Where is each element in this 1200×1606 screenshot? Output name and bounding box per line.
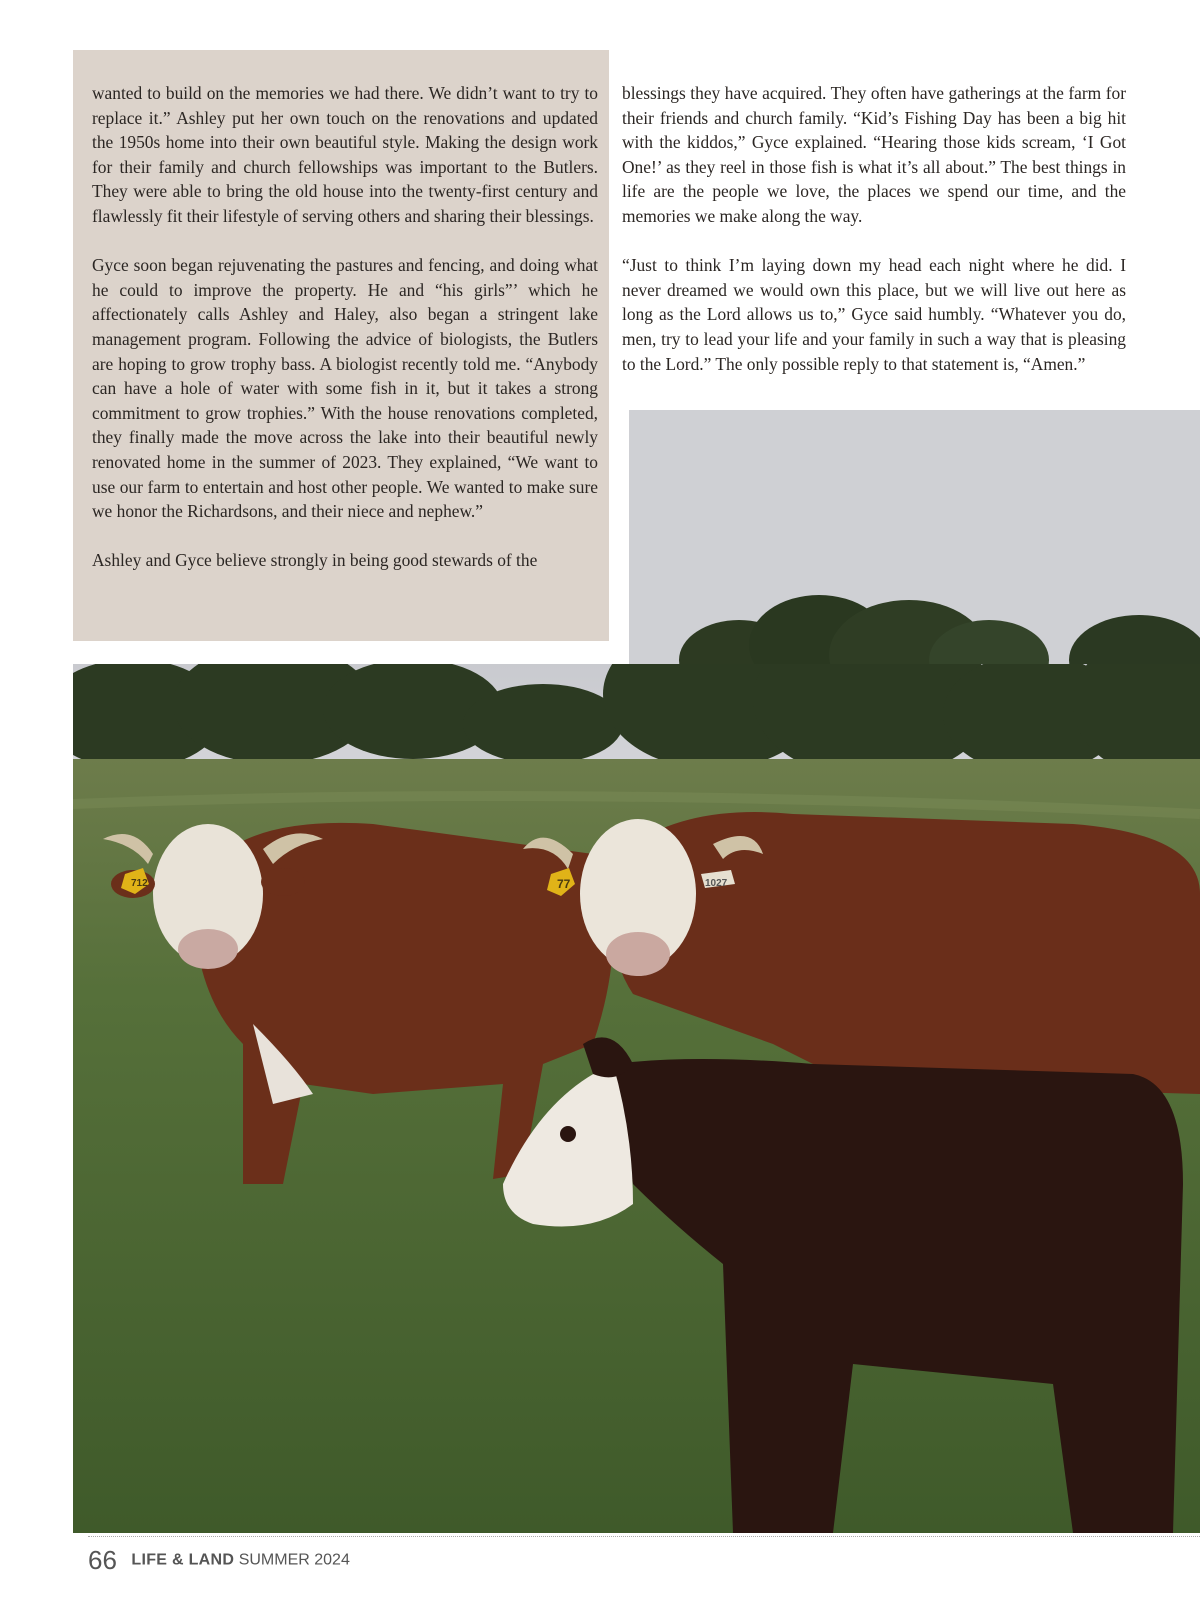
article-left-column xyxy=(92,81,598,597)
issue-label: SUMMER 2024 xyxy=(238,1551,350,1569)
photo-top-segment xyxy=(629,410,1200,672)
right-paragraph-2: “Just to think I’m laying down my head each night where he did. I never dreamed we would own this place, but we will live out here as long as the Lord allows us to,” Gyce said humbly. “Whatever you do, men, try to lead your life and your family in such a way that is pleasing to the Lord.” The only possible reply to that statement is, “Amen.” xyxy=(622,255,1126,374)
ear-tag-white-label: 1027 xyxy=(705,878,728,889)
right-paragraph-1: blessings they have acquired. They often have gatherings at the farm for their friends and church family. “Kid’s Fishing Day has been a big hit with the kiddos,” Gyce explained. “Hearing those kids scream, ‘I Got One!’ as they reel in those fish is what it’s all about.” The best things in life are the people we love, the places we spend our time, and the memories we make along the way. xyxy=(622,83,1126,226)
left-paragraph-3: Ashley and Gyce believe strongly in being good stewards of the xyxy=(92,550,538,571)
left-paragraph-1: wanted to build on the memories we had there. We didn’t want to try to replace it.” Ashley put her own touch on the renovations and updated the 1950s home into their own beautiful style. Making the design work for their family and church fellowships was important to the Butlers. They were able to bring the old house into the twenty-first century and flawlessly fit their lifestyle of serving others and sharing their blessings. xyxy=(92,83,598,226)
article-right-column xyxy=(622,81,1126,401)
page-footer xyxy=(88,1545,350,1576)
magazine-name: LIFE & LAND xyxy=(131,1551,235,1569)
ear-tag-left-label: 712 xyxy=(131,878,148,889)
ear-tag-right-label: 77 xyxy=(557,877,571,891)
page-number: 66 xyxy=(88,1545,117,1575)
left-paragraph-2: Gyce soon began rejuvenating the pastures and fencing, and doing what he could to improve the property. He and “his girls”’ which he affectionately calls Ashley and Haley, also began a stringent lake management program. Following the advice of biologists, the Butlers are hoping to grow trophy bass. A biologist recently told me. “Anybody can have a hole of water with some fish in it, but it takes a strong commitment to grow trophies.” With the house renovations completed, they finally made the move across the lake into their beautiful newly renovated home in the summer of 2023. They explained, “We want to use our farm to entertain and host other people. We wanted to make sure we honor the Richardsons, and their niece and nephew.” xyxy=(92,255,598,522)
cattle-photo xyxy=(73,664,1200,1533)
footer-rule xyxy=(88,1536,1200,1537)
